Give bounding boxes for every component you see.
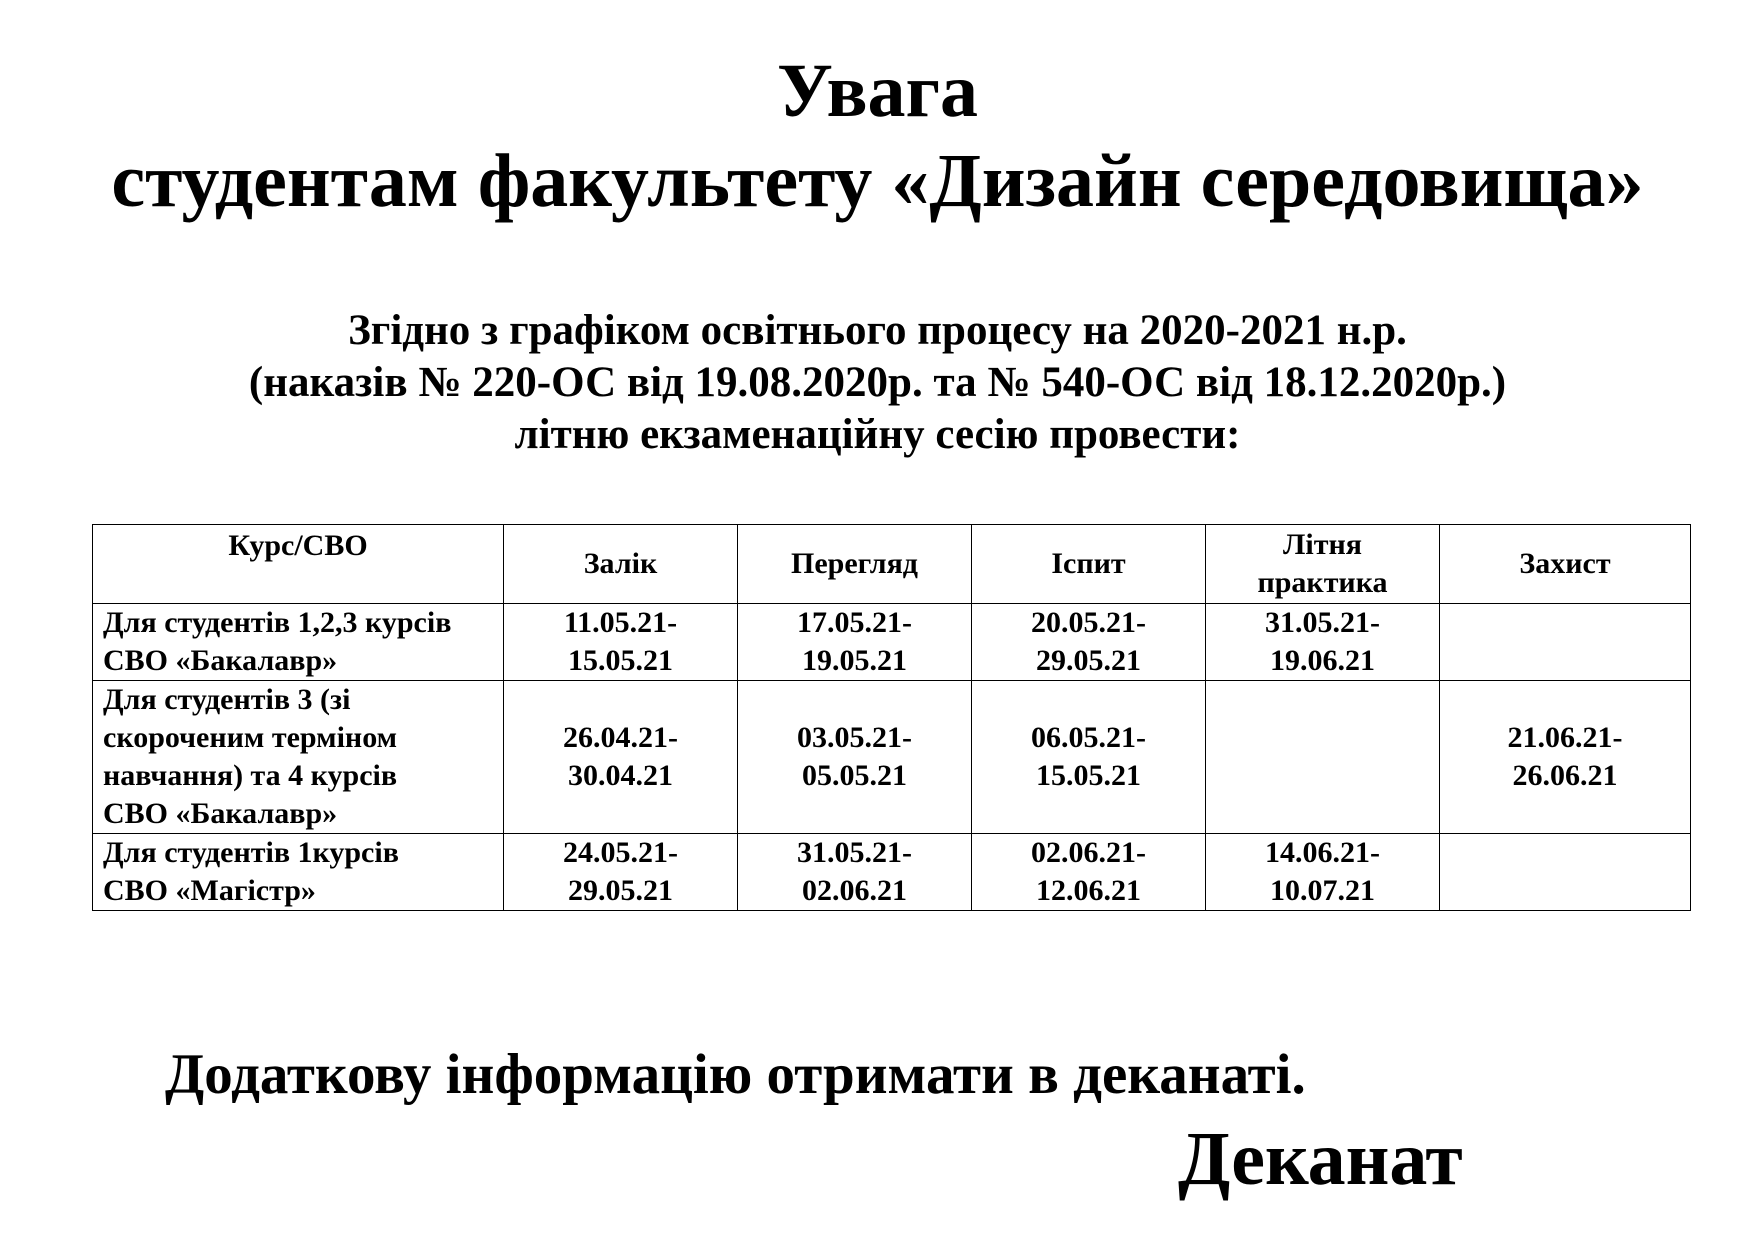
course-line: Для студентів 3 (зі xyxy=(103,683,351,716)
footer-signature: Деканат xyxy=(1178,1117,1463,1201)
header-practice-line: практика xyxy=(1257,566,1388,599)
intro-line: Згідно з графіком освітнього процесу на 2020-2021 н.р. xyxy=(348,307,1407,354)
course-line: Для студентів 1курсів xyxy=(103,836,399,869)
course-line: СВО «Бакалавр» xyxy=(103,797,338,830)
header-credit: Залік xyxy=(504,525,738,604)
review-cell: 17.05.21- 19.05.21 xyxy=(738,604,972,681)
review-cell: 31.05.21- 02.06.21 xyxy=(738,834,972,911)
footer-info-text: Додаткову інформацію отримати в деканаті. xyxy=(165,1043,1306,1106)
course-cell xyxy=(93,604,504,681)
intro-text xyxy=(0,305,1755,461)
review-cell: 03.05.21- 05.05.21 xyxy=(738,681,972,834)
header-exam: Іспит xyxy=(972,525,1206,604)
course-cell xyxy=(93,834,504,911)
defense-cell xyxy=(1440,834,1691,911)
course-cell xyxy=(93,681,504,834)
table-row xyxy=(93,681,1691,834)
session-schedule-table xyxy=(92,524,1691,911)
header-practice xyxy=(1206,525,1440,604)
credit-cell: 24.05.21- 29.05.21 xyxy=(504,834,738,911)
course-line: скороченим терміном xyxy=(103,721,398,754)
page-title: Увага xyxy=(776,49,979,133)
table-header-row xyxy=(93,525,1691,604)
course-line: СВО «Бакалавр» xyxy=(103,644,338,677)
header-review: Перегляд xyxy=(738,525,972,604)
table-row xyxy=(93,834,1691,911)
header-practice-line: Літня xyxy=(1283,528,1362,561)
defense-cell: 21.06.21- 26.06.21 xyxy=(1440,681,1691,834)
exam-cell: 02.06.21- 12.06.21 xyxy=(972,834,1206,911)
exam-cell: 20.05.21- 29.05.21 xyxy=(972,604,1206,681)
practice-cell: 14.06.21- 10.07.21 xyxy=(1206,834,1440,911)
header-defense: Захист xyxy=(1440,525,1691,604)
page-subtitle: студентам факультету «Дизайн середовища» xyxy=(111,139,1644,223)
course-line: Для студентів 1,2,3 курсів xyxy=(103,606,452,639)
credit-cell: 26.04.21- 30.04.21 xyxy=(504,681,738,834)
header-course: Курс/СВО xyxy=(93,525,504,604)
table-row xyxy=(93,604,1691,681)
practice-cell: 31.05.21- 19.06.21 xyxy=(1206,604,1440,681)
intro-line: літню екзаменаційну сесію провести: xyxy=(514,411,1241,458)
intro-line: (наказів № 220-ОС від 19.08.2020р. та № 540-ОС від 18.12.2020р.) xyxy=(248,359,1507,406)
defense-cell xyxy=(1440,604,1691,681)
course-line: СВО «Магістр» xyxy=(103,874,316,907)
credit-cell: 11.05.21- 15.05.21 xyxy=(504,604,738,681)
exam-cell: 06.05.21- 15.05.21 xyxy=(972,681,1206,834)
course-line: навчання) та 4 курсів xyxy=(103,759,398,792)
practice-cell xyxy=(1206,681,1440,834)
